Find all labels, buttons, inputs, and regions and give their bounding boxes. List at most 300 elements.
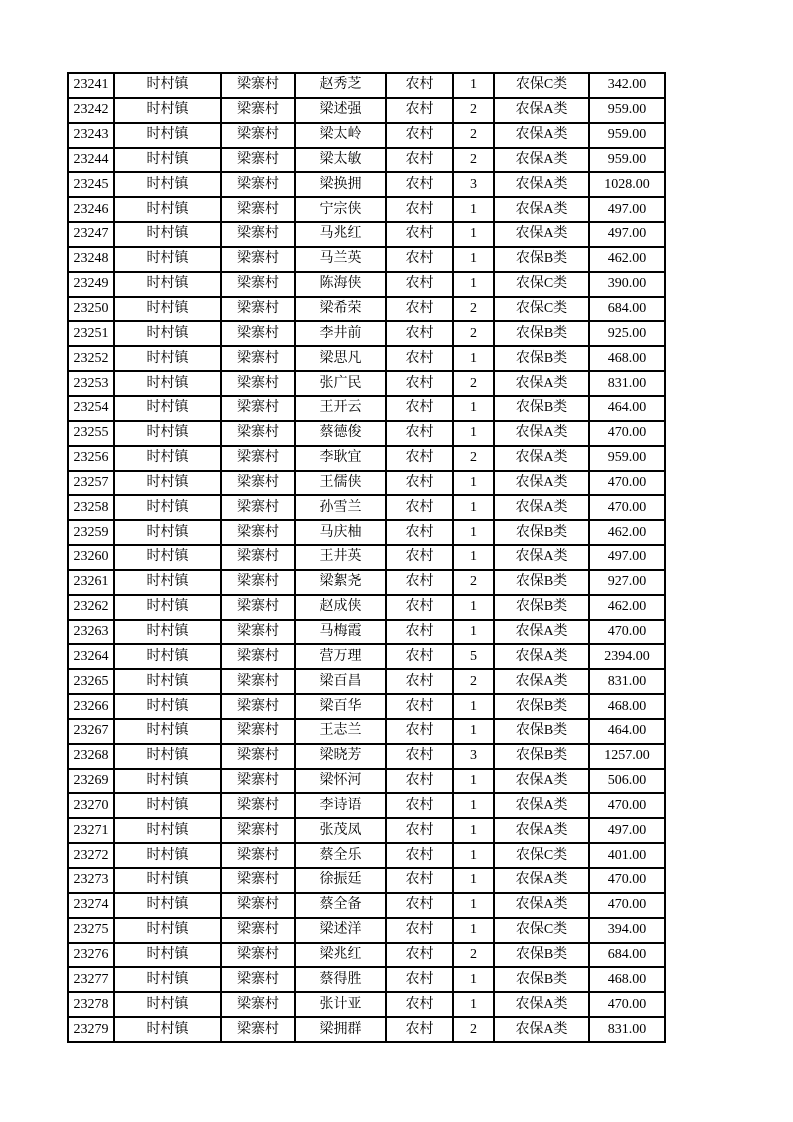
cell-town: 时村镇 xyxy=(114,495,221,520)
cell-residence-type: 农村 xyxy=(386,297,453,322)
cell-village: 梁寨村 xyxy=(221,620,295,645)
cell-insurance-category: 农保A类 xyxy=(494,793,589,818)
table-row xyxy=(68,744,665,769)
cell-town: 时村镇 xyxy=(114,471,221,496)
cell-person-name: 梁百昌 xyxy=(295,669,386,694)
cell-town: 时村镇 xyxy=(114,818,221,843)
cell-village: 梁寨村 xyxy=(221,98,295,123)
cell-person-count: 5 xyxy=(453,644,494,669)
cell-village: 梁寨村 xyxy=(221,297,295,322)
cell-record-id: 23246 xyxy=(68,197,114,222)
cell-residence-type: 农村 xyxy=(386,73,453,98)
cell-village: 梁寨村 xyxy=(221,148,295,173)
cell-person-name: 王开云 xyxy=(295,396,386,421)
cell-residence-type: 农村 xyxy=(386,272,453,297)
table-row xyxy=(68,595,665,620)
table-row xyxy=(68,719,665,744)
cell-residence-type: 农村 xyxy=(386,744,453,769)
cell-residence-type: 农村 xyxy=(386,421,453,446)
table-row xyxy=(68,371,665,396)
cell-town: 时村镇 xyxy=(114,1017,221,1042)
cell-amount: 390.00 xyxy=(589,272,665,297)
table-row xyxy=(68,396,665,421)
cell-insurance-category: 农保B类 xyxy=(494,595,589,620)
cell-village: 梁寨村 xyxy=(221,793,295,818)
table-row xyxy=(68,545,665,570)
cell-amount: 470.00 xyxy=(589,620,665,645)
cell-record-id: 23243 xyxy=(68,123,114,148)
cell-person-name: 赵成侠 xyxy=(295,595,386,620)
cell-residence-type: 农村 xyxy=(386,570,453,595)
cell-amount: 468.00 xyxy=(589,694,665,719)
cell-village: 梁寨村 xyxy=(221,694,295,719)
cell-residence-type: 农村 xyxy=(386,694,453,719)
cell-village: 梁寨村 xyxy=(221,421,295,446)
cell-person-count: 1 xyxy=(453,992,494,1017)
cell-amount: 959.00 xyxy=(589,148,665,173)
cell-town: 时村镇 xyxy=(114,570,221,595)
table-row xyxy=(68,992,665,1017)
cell-insurance-category: 农保C类 xyxy=(494,918,589,943)
cell-insurance-category: 农保A类 xyxy=(494,446,589,471)
cell-person-name: 张广民 xyxy=(295,371,386,396)
cell-amount: 462.00 xyxy=(589,520,665,545)
cell-amount: 470.00 xyxy=(589,793,665,818)
cell-amount: 468.00 xyxy=(589,967,665,992)
table-row xyxy=(68,918,665,943)
cell-residence-type: 农村 xyxy=(386,520,453,545)
cell-person-count: 1 xyxy=(453,545,494,570)
cell-village: 梁寨村 xyxy=(221,172,295,197)
cell-insurance-category: 农保B类 xyxy=(494,570,589,595)
cell-residence-type: 农村 xyxy=(386,1017,453,1042)
cell-record-id: 23277 xyxy=(68,967,114,992)
cell-person-name: 梁太岭 xyxy=(295,123,386,148)
cell-record-id: 23259 xyxy=(68,520,114,545)
cell-amount: 684.00 xyxy=(589,943,665,968)
cell-person-count: 1 xyxy=(453,421,494,446)
cell-insurance-category: 农保B类 xyxy=(494,396,589,421)
cell-village: 梁寨村 xyxy=(221,272,295,297)
table-row xyxy=(68,644,665,669)
cell-person-count: 2 xyxy=(453,98,494,123)
cell-insurance-category: 农保B类 xyxy=(494,744,589,769)
cell-record-id: 23242 xyxy=(68,98,114,123)
cell-person-count: 1 xyxy=(453,346,494,371)
cell-person-name: 梁拥群 xyxy=(295,1017,386,1042)
cell-person-count: 2 xyxy=(453,321,494,346)
cell-amount: 464.00 xyxy=(589,396,665,421)
table-row xyxy=(68,520,665,545)
cell-insurance-category: 农保A类 xyxy=(494,148,589,173)
cell-village: 梁寨村 xyxy=(221,446,295,471)
cell-amount: 2394.00 xyxy=(589,644,665,669)
cell-record-id: 23264 xyxy=(68,644,114,669)
cell-residence-type: 农村 xyxy=(386,893,453,918)
cell-village: 梁寨村 xyxy=(221,744,295,769)
cell-person-count: 2 xyxy=(453,1017,494,1042)
cell-town: 时村镇 xyxy=(114,321,221,346)
cell-person-name: 梁思凡 xyxy=(295,346,386,371)
cell-amount: 506.00 xyxy=(589,769,665,794)
cell-insurance-category: 农保C类 xyxy=(494,297,589,322)
cell-insurance-category: 农保A类 xyxy=(494,421,589,446)
cell-residence-type: 农村 xyxy=(386,148,453,173)
cell-village: 梁寨村 xyxy=(221,644,295,669)
cell-person-name: 孙雪兰 xyxy=(295,495,386,520)
cell-town: 时村镇 xyxy=(114,197,221,222)
cell-town: 时村镇 xyxy=(114,545,221,570)
cell-record-id: 23249 xyxy=(68,272,114,297)
cell-town: 时村镇 xyxy=(114,744,221,769)
cell-village: 梁寨村 xyxy=(221,471,295,496)
cell-residence-type: 农村 xyxy=(386,495,453,520)
cell-town: 时村镇 xyxy=(114,843,221,868)
cell-village: 梁寨村 xyxy=(221,123,295,148)
cell-record-id: 23255 xyxy=(68,421,114,446)
cell-person-count: 2 xyxy=(453,669,494,694)
cell-person-name: 李诗语 xyxy=(295,793,386,818)
table-row xyxy=(68,197,665,222)
table-row xyxy=(68,843,665,868)
cell-person-count: 1 xyxy=(453,471,494,496)
cell-person-name: 梁百华 xyxy=(295,694,386,719)
cell-person-name: 李耿宜 xyxy=(295,446,386,471)
cell-insurance-category: 农保A类 xyxy=(494,98,589,123)
table-body xyxy=(68,73,665,1042)
cell-residence-type: 农村 xyxy=(386,172,453,197)
cell-residence-type: 农村 xyxy=(386,818,453,843)
table-row xyxy=(68,495,665,520)
cell-residence-type: 农村 xyxy=(386,943,453,968)
cell-residence-type: 农村 xyxy=(386,321,453,346)
cell-record-id: 23268 xyxy=(68,744,114,769)
cell-person-name: 李井前 xyxy=(295,321,386,346)
cell-record-id: 23261 xyxy=(68,570,114,595)
cell-person-count: 3 xyxy=(453,172,494,197)
cell-amount: 1257.00 xyxy=(589,744,665,769)
cell-amount: 497.00 xyxy=(589,197,665,222)
cell-town: 时村镇 xyxy=(114,396,221,421)
table-row xyxy=(68,769,665,794)
cell-person-name: 蔡得胜 xyxy=(295,967,386,992)
cell-amount: 684.00 xyxy=(589,297,665,322)
cell-person-count: 1 xyxy=(453,818,494,843)
table-row xyxy=(68,321,665,346)
cell-insurance-category: 农保A类 xyxy=(494,471,589,496)
cell-town: 时村镇 xyxy=(114,992,221,1017)
cell-insurance-category: 农保A类 xyxy=(494,992,589,1017)
cell-person-name: 王志兰 xyxy=(295,719,386,744)
table-row xyxy=(68,793,665,818)
cell-residence-type: 农村 xyxy=(386,769,453,794)
cell-village: 梁寨村 xyxy=(221,943,295,968)
cell-amount: 464.00 xyxy=(589,719,665,744)
cell-village: 梁寨村 xyxy=(221,992,295,1017)
cell-person-name: 梁絮尧 xyxy=(295,570,386,595)
cell-village: 梁寨村 xyxy=(221,1017,295,1042)
cell-person-name: 陈海侠 xyxy=(295,272,386,297)
cell-town: 时村镇 xyxy=(114,520,221,545)
cell-town: 时村镇 xyxy=(114,967,221,992)
cell-village: 梁寨村 xyxy=(221,893,295,918)
cell-town: 时村镇 xyxy=(114,123,221,148)
cell-record-id: 23263 xyxy=(68,620,114,645)
cell-record-id: 23275 xyxy=(68,918,114,943)
cell-village: 梁寨村 xyxy=(221,222,295,247)
cell-record-id: 23258 xyxy=(68,495,114,520)
cell-town: 时村镇 xyxy=(114,694,221,719)
cell-amount: 401.00 xyxy=(589,843,665,868)
cell-insurance-category: 农保A类 xyxy=(494,495,589,520)
cell-amount: 394.00 xyxy=(589,918,665,943)
cell-person-count: 2 xyxy=(453,446,494,471)
cell-residence-type: 农村 xyxy=(386,471,453,496)
table-row xyxy=(68,297,665,322)
cell-insurance-category: 农保A类 xyxy=(494,545,589,570)
table-row xyxy=(68,123,665,148)
cell-amount: 342.00 xyxy=(589,73,665,98)
cell-person-count: 2 xyxy=(453,570,494,595)
cell-person-count: 2 xyxy=(453,297,494,322)
cell-person-count: 1 xyxy=(453,272,494,297)
cell-insurance-category: 农保A类 xyxy=(494,197,589,222)
cell-village: 梁寨村 xyxy=(221,346,295,371)
cell-town: 时村镇 xyxy=(114,943,221,968)
cell-person-name: 赵秀芝 xyxy=(295,73,386,98)
cell-person-count: 1 xyxy=(453,793,494,818)
cell-town: 时村镇 xyxy=(114,719,221,744)
cell-record-id: 23271 xyxy=(68,818,114,843)
cell-insurance-category: 农保B类 xyxy=(494,967,589,992)
table-row xyxy=(68,247,665,272)
table-row xyxy=(68,98,665,123)
table-row xyxy=(68,346,665,371)
cell-person-name: 马兆红 xyxy=(295,222,386,247)
cell-person-count: 1 xyxy=(453,694,494,719)
cell-residence-type: 农村 xyxy=(386,868,453,893)
cell-person-count: 1 xyxy=(453,918,494,943)
cell-amount: 462.00 xyxy=(589,595,665,620)
table-row xyxy=(68,694,665,719)
cell-village: 梁寨村 xyxy=(221,396,295,421)
cell-insurance-category: 农保A类 xyxy=(494,644,589,669)
cell-insurance-category: 农保A类 xyxy=(494,893,589,918)
cell-residence-type: 农村 xyxy=(386,595,453,620)
cell-amount: 1028.00 xyxy=(589,172,665,197)
cell-amount: 462.00 xyxy=(589,247,665,272)
cell-insurance-category: 农保A类 xyxy=(494,769,589,794)
cell-person-name: 张计亚 xyxy=(295,992,386,1017)
cell-town: 时村镇 xyxy=(114,769,221,794)
cell-person-name: 王井英 xyxy=(295,545,386,570)
cell-record-id: 23241 xyxy=(68,73,114,98)
cell-residence-type: 农村 xyxy=(386,620,453,645)
cell-village: 梁寨村 xyxy=(221,818,295,843)
cell-person-count: 1 xyxy=(453,247,494,272)
cell-insurance-category: 农保A类 xyxy=(494,620,589,645)
table-row xyxy=(68,471,665,496)
cell-person-count: 2 xyxy=(453,371,494,396)
cell-residence-type: 农村 xyxy=(386,545,453,570)
cell-town: 时村镇 xyxy=(114,247,221,272)
cell-person-count: 1 xyxy=(453,843,494,868)
cell-town: 时村镇 xyxy=(114,446,221,471)
cell-person-name: 梁太敏 xyxy=(295,148,386,173)
cell-person-count: 1 xyxy=(453,396,494,421)
cell-person-count: 1 xyxy=(453,73,494,98)
cell-person-count: 1 xyxy=(453,595,494,620)
cell-amount: 497.00 xyxy=(589,818,665,843)
cell-village: 梁寨村 xyxy=(221,843,295,868)
cell-insurance-category: 农保B类 xyxy=(494,943,589,968)
cell-record-id: 23269 xyxy=(68,769,114,794)
cell-person-count: 3 xyxy=(453,744,494,769)
cell-record-id: 23256 xyxy=(68,446,114,471)
cell-amount: 468.00 xyxy=(589,346,665,371)
cell-person-name: 梁述强 xyxy=(295,98,386,123)
cell-town: 时村镇 xyxy=(114,893,221,918)
benefits-table xyxy=(67,72,666,1043)
cell-residence-type: 农村 xyxy=(386,446,453,471)
cell-record-id: 23274 xyxy=(68,893,114,918)
cell-person-count: 1 xyxy=(453,197,494,222)
cell-record-id: 23270 xyxy=(68,793,114,818)
cell-amount: 927.00 xyxy=(589,570,665,595)
cell-record-id: 23262 xyxy=(68,595,114,620)
cell-village: 梁寨村 xyxy=(221,321,295,346)
cell-amount: 470.00 xyxy=(589,471,665,496)
table-row xyxy=(68,967,665,992)
cell-record-id: 23248 xyxy=(68,247,114,272)
cell-person-name: 马梅霞 xyxy=(295,620,386,645)
cell-amount: 925.00 xyxy=(589,321,665,346)
cell-town: 时村镇 xyxy=(114,98,221,123)
table-row xyxy=(68,73,665,98)
cell-insurance-category: 农保A类 xyxy=(494,172,589,197)
table-row xyxy=(68,868,665,893)
cell-amount: 831.00 xyxy=(589,371,665,396)
cell-record-id: 23252 xyxy=(68,346,114,371)
cell-record-id: 23260 xyxy=(68,545,114,570)
cell-village: 梁寨村 xyxy=(221,918,295,943)
cell-person-name: 马庆柚 xyxy=(295,520,386,545)
cell-insurance-category: 农保A类 xyxy=(494,222,589,247)
cell-town: 时村镇 xyxy=(114,595,221,620)
cell-person-name: 营万理 xyxy=(295,644,386,669)
cell-person-count: 1 xyxy=(453,719,494,744)
cell-town: 时村镇 xyxy=(114,222,221,247)
cell-insurance-category: 农保C类 xyxy=(494,843,589,868)
cell-village: 梁寨村 xyxy=(221,719,295,744)
cell-amount: 470.00 xyxy=(589,893,665,918)
cell-amount: 470.00 xyxy=(589,421,665,446)
cell-person-count: 1 xyxy=(453,893,494,918)
cell-person-name: 梁换拥 xyxy=(295,172,386,197)
cell-record-id: 23278 xyxy=(68,992,114,1017)
cell-village: 梁寨村 xyxy=(221,371,295,396)
cell-amount: 959.00 xyxy=(589,123,665,148)
cell-person-name: 张茂凤 xyxy=(295,818,386,843)
cell-record-id: 23245 xyxy=(68,172,114,197)
cell-record-id: 23276 xyxy=(68,943,114,968)
cell-residence-type: 农村 xyxy=(386,123,453,148)
cell-residence-type: 农村 xyxy=(386,247,453,272)
cell-insurance-category: 农保A类 xyxy=(494,123,589,148)
cell-village: 梁寨村 xyxy=(221,495,295,520)
cell-insurance-category: 农保B类 xyxy=(494,321,589,346)
cell-person-count: 2 xyxy=(453,943,494,968)
cell-amount: 470.00 xyxy=(589,992,665,1017)
cell-person-count: 1 xyxy=(453,967,494,992)
cell-residence-type: 农村 xyxy=(386,967,453,992)
cell-person-name: 徐振廷 xyxy=(295,868,386,893)
table-row xyxy=(68,943,665,968)
cell-amount: 470.00 xyxy=(589,495,665,520)
cell-town: 时村镇 xyxy=(114,669,221,694)
cell-record-id: 23251 xyxy=(68,321,114,346)
cell-amount: 470.00 xyxy=(589,868,665,893)
cell-record-id: 23272 xyxy=(68,843,114,868)
cell-town: 时村镇 xyxy=(114,73,221,98)
cell-town: 时村镇 xyxy=(114,793,221,818)
cell-person-name: 梁怀河 xyxy=(295,769,386,794)
cell-person-count: 1 xyxy=(453,520,494,545)
cell-residence-type: 农村 xyxy=(386,669,453,694)
cell-residence-type: 农村 xyxy=(386,396,453,421)
cell-residence-type: 农村 xyxy=(386,719,453,744)
cell-village: 梁寨村 xyxy=(221,247,295,272)
cell-residence-type: 农村 xyxy=(386,371,453,396)
cell-record-id: 23267 xyxy=(68,719,114,744)
cell-village: 梁寨村 xyxy=(221,967,295,992)
cell-amount: 497.00 xyxy=(589,222,665,247)
cell-record-id: 23247 xyxy=(68,222,114,247)
cell-record-id: 23253 xyxy=(68,371,114,396)
cell-record-id: 23244 xyxy=(68,148,114,173)
cell-town: 时村镇 xyxy=(114,272,221,297)
cell-insurance-category: 农保B类 xyxy=(494,719,589,744)
cell-village: 梁寨村 xyxy=(221,769,295,794)
cell-record-id: 23257 xyxy=(68,471,114,496)
cell-town: 时村镇 xyxy=(114,172,221,197)
table-row xyxy=(68,620,665,645)
cell-residence-type: 农村 xyxy=(386,346,453,371)
cell-person-name: 王儒侠 xyxy=(295,471,386,496)
cell-village: 梁寨村 xyxy=(221,73,295,98)
cell-person-count: 1 xyxy=(453,620,494,645)
cell-person-name: 梁希荣 xyxy=(295,297,386,322)
cell-town: 时村镇 xyxy=(114,644,221,669)
cell-village: 梁寨村 xyxy=(221,520,295,545)
cell-residence-type: 农村 xyxy=(386,992,453,1017)
cell-town: 时村镇 xyxy=(114,868,221,893)
cell-residence-type: 农村 xyxy=(386,222,453,247)
cell-insurance-category: 农保B类 xyxy=(494,520,589,545)
table-row xyxy=(68,893,665,918)
cell-amount: 959.00 xyxy=(589,98,665,123)
cell-person-count: 1 xyxy=(453,222,494,247)
cell-record-id: 23265 xyxy=(68,669,114,694)
cell-record-id: 23266 xyxy=(68,694,114,719)
cell-town: 时村镇 xyxy=(114,148,221,173)
cell-residence-type: 农村 xyxy=(386,793,453,818)
cell-record-id: 23250 xyxy=(68,297,114,322)
cell-person-count: 1 xyxy=(453,868,494,893)
cell-amount: 959.00 xyxy=(589,446,665,471)
cell-record-id: 23273 xyxy=(68,868,114,893)
cell-person-count: 1 xyxy=(453,495,494,520)
